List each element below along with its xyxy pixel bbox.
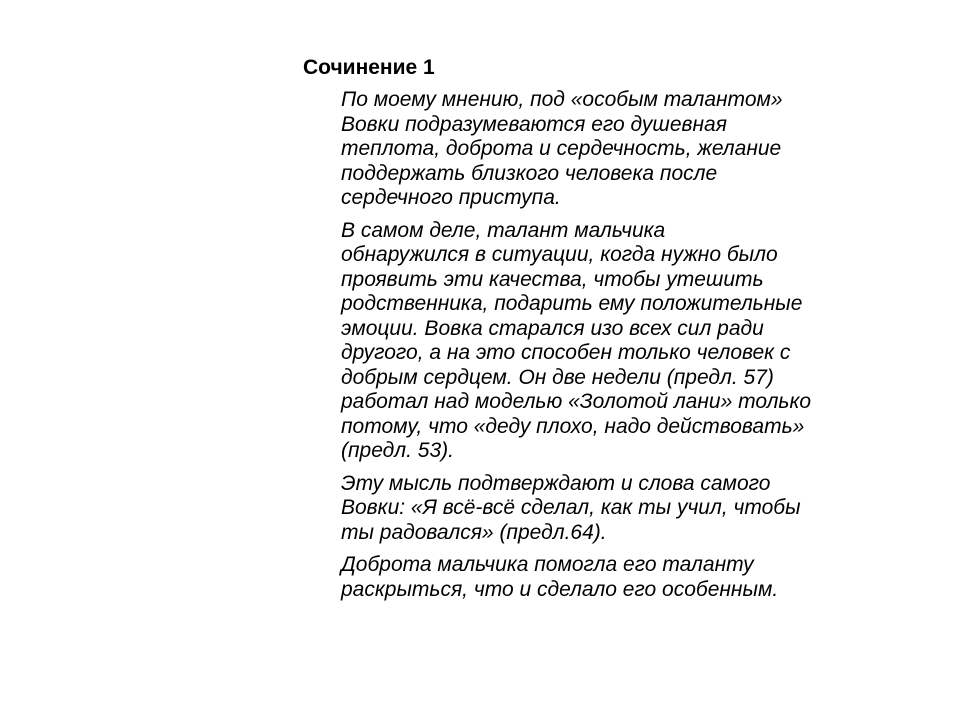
essay-body [341, 88, 901, 610]
essay-paragraph-1: По моему мнению, под «особым талантом» Вовки подразумеваются его душевная теплота, доброта и сердечность, желание поддержать близкого человека после сердечного приступа. [341, 88, 783, 209]
essay-paragraph-4: Доброта мальчика помогла его таланту раскрыться, что и сделало его особенным. [341, 553, 779, 601]
essay-paragraph-3: Эту мысль подтверждают и слова самого Вовки: «Я всё-всё сделал, как ты учил, чтобы ты радовался» (предл.64). [341, 471, 801, 544]
essay-title: Сочинение 1 [303, 56, 435, 79]
essay-paragraph-2: В самом деле, талант мальчика обнаружился в ситуации, когда нужно было проявить эти качества, чтобы утешить родственника, подарить ему положительные эмоции. Вовка старался изо всех сил ради другого, а на это способен только человек с добрым сердцем. Он две недели (предл. 57) работал над моделью «Золотой лани» только потому, что «деду плохо, надо действовать» (предл. 53). [341, 218, 812, 462]
